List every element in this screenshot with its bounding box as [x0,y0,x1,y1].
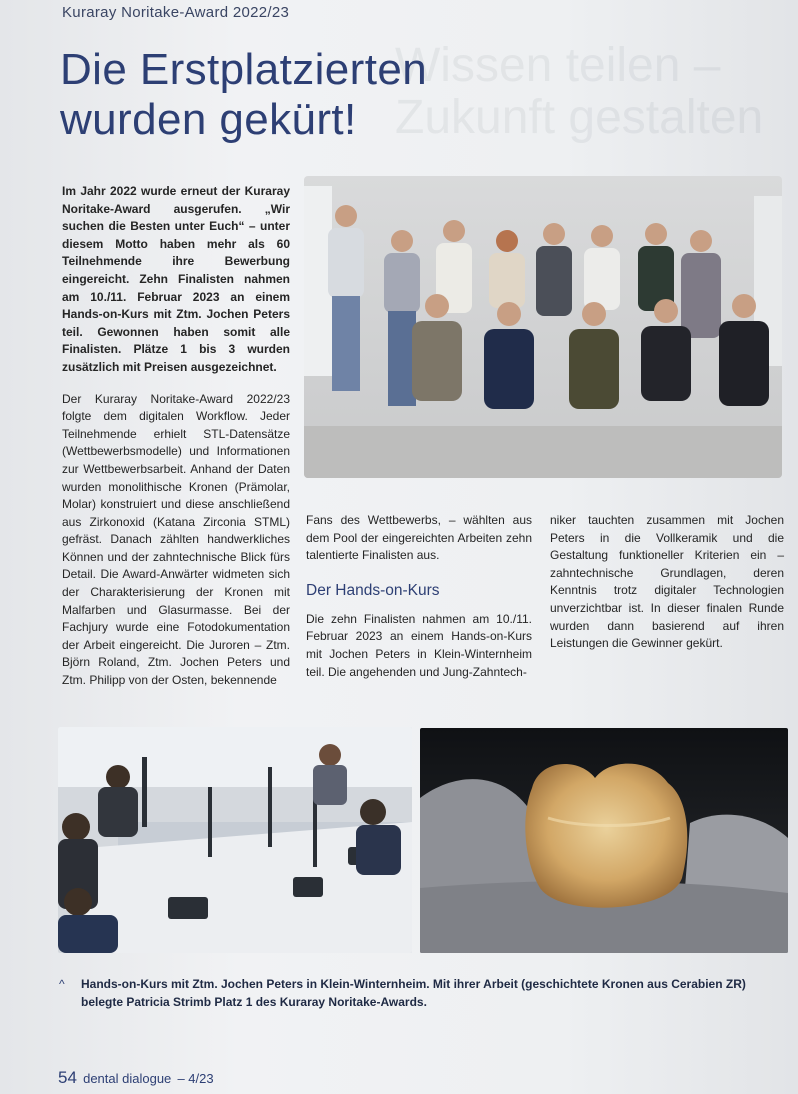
caption-text: Hands-on-Kurs mit Ztm. Jochen Peters in Klein-Winternheim. Mit ihrer Arbeit (geschichtete Kronen aus Cerabien ZR) belegte Patricia Strimb Platz 1 des Kuraray Noritake-Awards. [81,977,746,1009]
background-headline: Wissen teilen – Zukunft gestalten [395,39,764,144]
group-photo [304,176,782,478]
article-title [60,45,480,145]
crown-photo [420,728,788,953]
issue-number: – 4/23 [177,1071,214,1086]
intro-paragraph: Im Jahr 2022 wurde erneut der Kuraray Noritake-Award ausgerufen. „Wir suchen die Besten unter Euch“ – unter diesem Motto haben mehr als 60 Teilnehmende ihre Bewerbung eingereicht. Zehn Finalisten nahmen am 10./11. Februar 2023 an einem Hands-on-Kurs mit Ztm. Jochen Peters teil. Gewonnen haben somit alle Finalisten. Plätze 1 bis 3 wurden zusätzlich mit Preisen ausgezeichnet. [62,184,290,374]
body-paragraph-3: Die zehn Finalisten nahmen am 10./11. Februar 2023 an einem Hands-on-Kurs mit Jochen Peters in Klein-Winternheim teil. Die angehenden und Jung-Zahntech- [306,611,532,679]
text-column-3 [550,512,784,667]
body-paragraph-1: Der Kuraray Noritake-Award 2022/23 folgte dem digitalen Workflow. Jeder Teilnehmende erhielt STL-Datensätze (Wettbewerbsmodelle) und Informationen zur Wettbewerbsarbeit. Anhand der Daten wurden monolithische Kronen (Prämolar, Molar) konstruiert und diese anschließend aus Zirkonoxid (Katana Zirconia STML) gefräst. Danach zählten handwerkliches Können und der zahntechnische Blick fürs Detail. Die Award-Anwärter widmeten sich der Charakterisierung der Kronen mit Malfarben und Glasurmasse. Bei der Fachjury wurde eine Fotodokumentation der Arbeit eingereicht. Die Juroren – Ztm. Björn Roland, Ztm. Jochen Peters und Ztm. Philipp von der Osten, bekennende [62,391,290,688]
text-column-2 [306,512,532,695]
section-kicker: Kuraray Noritake-Award 2022/23 [62,4,290,21]
body-paragraph-2: Fans des Wettbewerbs, – wählten aus dem Pool der eingereichten Arbeiten zehn talentierte Finalisten aus. [306,513,532,563]
title-line-1: Die Erstplatzierten [60,45,428,94]
title-line-2: wurden gekürt! [60,95,357,144]
photo-caption [59,975,752,1011]
body-paragraph-4: niker tauchten zusammen mit Jochen Peters in die Vollkeramik und die Gestaltung funktioneller Kriterien ein – zahntechnische Grundlagen, deren Kenntnis trotz digitaler Technologien unverzichtbar ist. In dieser finalen Runde wurden dann basierend auf ihren Leistungen die Gewinner gekürt. [550,513,784,651]
workshop-photo [58,727,412,953]
text-column-1 [62,183,290,704]
subheading: Der Hands-on-Kurs [306,581,440,599]
page-footer [58,1068,214,1088]
caret-up-icon: ^ [59,977,65,991]
magazine-name: dental dialogue [83,1071,172,1086]
page-number: 54 [58,1068,77,1087]
